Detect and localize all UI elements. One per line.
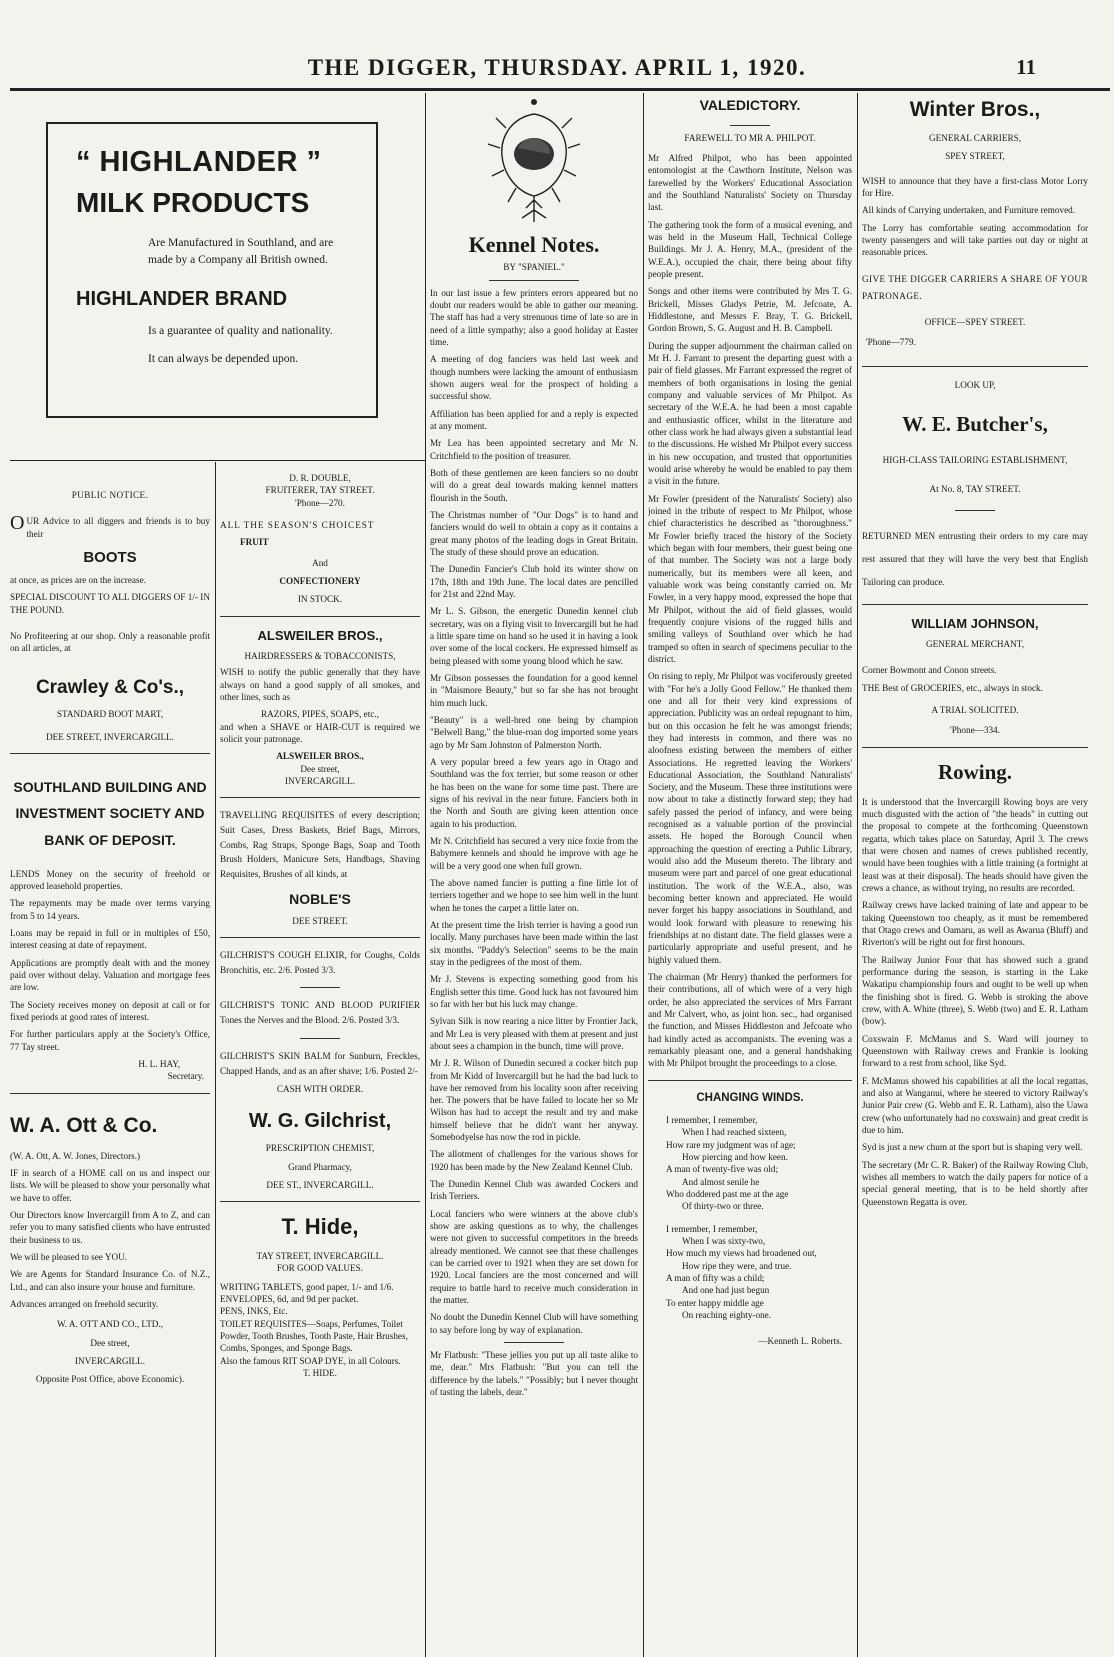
kennel-para: Sylvan Silk is now rearing a nice litter by Frontier Jack, and Mr Lea is very pleased with them at present and just about sees a champion in the bunch, time will prove. bbox=[430, 1016, 638, 1051]
double-stock: IN STOCK. bbox=[297, 594, 343, 605]
poem-line: To enter happy middle age bbox=[666, 1297, 764, 1308]
column-rule bbox=[643, 93, 644, 1657]
double-body: ALL THE SEASON'S CHOICEST bbox=[220, 519, 375, 530]
kennel-para: Mr L. S. Gibson, the energetic Dunedin kennel club secretary, was on a flying visit to Invercargill but he had a little spare time on hand so he used it in having a look over some of the local cockers. He expressed himself as being pleased with some young blood which he saw. bbox=[430, 606, 638, 666]
johnson-body: THE Best of GROCERIES, etc., always in stock. bbox=[862, 682, 1043, 693]
kennel-para: Mr Flatbush: "These jellies you put up all taste alike to me, dear." Mrs Flatbush: "But you can tell the difference by the labels." "Possibly; but I never thought of tasting the labels, dear." bbox=[430, 1350, 638, 1398]
poem-line: How much my views had broadened out, bbox=[666, 1248, 817, 1259]
kennel-title: Kennel Notes. bbox=[468, 232, 600, 257]
profiteering-text: No Profiteering at our shop. Only a reasonable profit on all articles, at bbox=[10, 631, 210, 654]
alsweiler-body: WISH to notify the public generally that they have always on hand a good supply of all smokes, and other lines, such as bbox=[220, 667, 420, 703]
sbis-signature-role: Secretary. bbox=[167, 1071, 204, 1082]
double-confectionery: CONFECTIONERY bbox=[279, 575, 361, 586]
gilchrist-sub: PRESCRIPTION CHEMIST, bbox=[265, 1143, 375, 1154]
poem-line: Of thirty-two or three. bbox=[682, 1201, 764, 1212]
column-rule bbox=[857, 93, 858, 1657]
winter-sub: GENERAL CARRIERS, bbox=[928, 133, 1022, 144]
masthead bbox=[0, 0, 1114, 92]
valedictory-para: Mr Alfred Philpot, who has been appointed entomologist at the Cawthorn Institute, Nelson was farewelled by the Workers' Educational Association and the Southland Naturalists' Society on Thursday last. bbox=[648, 153, 852, 213]
column-rule bbox=[215, 462, 216, 1657]
double-sub: FRUITERER, TAY STREET. bbox=[265, 485, 375, 496]
rowing-para: Railway crews have lacked training of late and appear to be taking Queenstown too cheaply, as it must be remembered that Otago crews and Oamaru, as well as Awarua (Bluff) and Riverton's will be right out for first honours. bbox=[862, 900, 1088, 948]
butcher-sub: HIGH-CLASS TAILORING ESTABLISHMENT, bbox=[882, 454, 1068, 465]
kennel-para: The Dunedin Kennel Club was awarded Cockers and Irish Terriers. bbox=[430, 1179, 638, 1202]
gilchrist-cough: GILCHRIST'S COUGH ELIXIR, for Coughs, Colds Bronchitis, etc. 2/6. Posted 3/3. bbox=[220, 949, 420, 975]
sbis-p2: The repayments may be made over terms varying from 5 to 14 years. bbox=[10, 898, 210, 921]
butcher-body: RETURNED MEN entrusting their orders to my care may rest assured that they will have the very best that English Tailoring can produce. bbox=[862, 530, 1088, 587]
public-notice-title: PUBLIC NOTICE. bbox=[71, 490, 149, 500]
highlander-ad bbox=[46, 122, 378, 418]
kennel-para: "Beauty" is a well-bred one being by champion "Belwell Bang," the blue-roan dog imported some years ago by Mr Sam Johnston of Palmerston North. bbox=[430, 714, 638, 750]
nobles-title: NOBLE'S bbox=[289, 890, 351, 907]
ott-p4: We are Agents for Standard Insurance Co. of N.Z., Ltd., and can also insure your house and furniture. bbox=[10, 1269, 210, 1292]
valedictory-para: Mr Fowler (president of the Naturalists' Society) also joined in the tribute of respect to Mr Philpot, whose chief characteristics he described as "thoroughness." Mr Fowler briefly traced the history of the Society which began with four members, their guest being one of that number. The Society was not a large body numerically, but its members were all keen, and valuable work was being constantly carried on. Mr Fowler, in a very happy mood, expressed the hope that Mr Philpot, without the aid of field glasses, would frequently conjure visions of the rugged hills and smiling valleys of Southland over which he had tramped so often in search of specimens peculiar to the district. bbox=[648, 493, 852, 664]
butcher-address: At No. 8, TAY STREET. bbox=[929, 484, 1021, 495]
double-title: D. R. DOUBLE, bbox=[289, 473, 351, 483]
kennel-para: No doubt the Dunedin Kennel Club will have something to say before long by way of explanation. bbox=[430, 1312, 638, 1335]
gilchrist-cash: CASH WITH ORDER. bbox=[276, 1084, 364, 1095]
rowing-para: Syd is just a new chum at the sport but is shaping very well. bbox=[862, 1142, 1083, 1153]
butcher-look: LOOK UP, bbox=[954, 380, 996, 391]
alsweiler-sub: HAIRDRESSERS & TOBACCONISTS, bbox=[244, 651, 396, 662]
kennel-para: A meeting of dog fanciers was held last week and though numbers were lacking the amount of enthusiasm shown augers weal for the prospect of holding a successful show. bbox=[430, 354, 638, 402]
poem-line: A man of twenty-five was old; bbox=[666, 1164, 779, 1175]
rowing-para: The Railway Junior Four that has showed such a grand performance during the season, is starting in the Lake Wakatipu championship fours and ought to be well up when the finishing shot is fired. G. Webb is stroking the above crew, with A. White (three), S. Webb (two) and E. R. Latham (bow). bbox=[862, 954, 1088, 1027]
column-4 bbox=[648, 96, 852, 1655]
valedictory-para: On rising to reply, Mr Philpot was vociferously greeted with "For he's a Jolly Good Fellow." He thanked them one and all for their very kind expressions of appreciation. Publicity was an ordeal repugnant to him, but on this occasion he felt he was amongst friends; they had interests in common, and there was no aloofness existing between the members of either Associations. He regretted leaving the Workers' Educational Association, the Southland Naturalists' Society, and the Museum. These three institutions were now about to take a distinctly forward step; they had safely passed the period of infancy, and were being recognised as a valuable portion of the provincial assets. He hoped the Borough Council when approaching the question of erecting a Public Library, would also add the Museum thereto. The library and museum were part and parcel of one great educational institution. The work of the W.E.A., also, was becoming better known and appreciated. He would never forget his happy associations in Southland, and would look forward with pleasure to renewing his friendships at no distant date. The field glasses were a particularly appropriate and useful present, and he highly valued them. bbox=[648, 671, 852, 965]
hide-p2: ENVELOPES, 6d, and 9d per packet. bbox=[220, 1293, 359, 1304]
nobles-address: DEE STREET. bbox=[292, 915, 348, 926]
valedictory-sub: FAREWELL TO MR A. PHILPOT. bbox=[684, 132, 816, 143]
page-number: 11 bbox=[1016, 55, 1036, 79]
valedictory-title: VALEDICTORY. bbox=[699, 97, 801, 113]
highlander-title-2: MILK PRODUCTS bbox=[76, 187, 310, 218]
kennel-para: The allotment of challenges for the various shows for 1920 has been made by the New Zealand Kennel Club. bbox=[430, 1149, 638, 1172]
drop-cap: O bbox=[10, 512, 25, 535]
advice-text: UR Advice to all diggers and friends is to buy their bbox=[26, 516, 210, 539]
hide-sub: TAY STREET, INVERCARGILL. bbox=[256, 1250, 384, 1261]
masthead-title: THE DIGGER, THURSDAY. APRIL 1, 1920. bbox=[307, 55, 807, 80]
poem-line: When I had reached sixteen, bbox=[682, 1127, 787, 1138]
poem-line: How rare my judgment was of age; bbox=[666, 1139, 796, 1150]
boots-body: at once, as prices are on the increase. bbox=[10, 575, 146, 586]
sbis-p5: The Society receives money on deposit at call or for fixed periods at good rates of interest. bbox=[10, 999, 210, 1022]
kennel-para: Affiliation has been applied for and a reply is expected at any moment. bbox=[430, 408, 638, 432]
ott-p1: IF in search of a HOME call on us and inspect our lists. We will be pleased to show your personally what we have to offer. bbox=[10, 1167, 210, 1203]
kennel-para: The above named fancier is putting a fine little lot of terriers together and we hope to see him well in the hunt when he tones the carpet a little later on. bbox=[430, 877, 638, 913]
crawley-title: Crawley & Co's., bbox=[35, 676, 185, 698]
valedictory-para: The gathering took the form of a musical evening, and was held in the Museum Hall, Technical College Buildings. Mr J. A. Henry, M.A., (president of the W.E.A.), occupied the chair, there being about fifty people present. bbox=[648, 219, 852, 280]
poem-line: I remember, I remember, bbox=[666, 1223, 758, 1234]
column-rule bbox=[425, 93, 426, 1657]
kennel-para: A very popular breed a few years ago in Otago and Southland was the fox terrier, but some reason or other he has been on the wane for some time past. There are signs of his revival in the near future. Fanciers both in the North and South are giving keen attention once again to his production. bbox=[430, 756, 638, 829]
alsweiler-addr-2: INVERCARGILL. bbox=[284, 775, 356, 786]
poem-gap bbox=[666, 1213, 852, 1223]
kennel-para: The Dunedin Fancier's Club hold its winter show on 17th, 18th and 19th June. The local dates are pencilled for 21st and 22nd May. bbox=[430, 564, 638, 600]
alsweiler-body-2: and when a SHAVE or HAIR-CUT is required we solicit your patronage. bbox=[220, 721, 420, 744]
kennel-para: Mr Gibson possesses the foundation for a good kennel in "Maismore Beauty," but so far she has not brought him much luck. bbox=[430, 672, 638, 708]
kennel-emblem bbox=[482, 96, 586, 226]
hide-p1: WRITING TABLETS, good paper, 1/- and 1/6. bbox=[220, 1281, 394, 1292]
kennel-para: Mr J. Stevens is expecting something good from his English setter this time. Good luck has not favoured him so far with her but his luck may change. bbox=[430, 974, 638, 1009]
ott-firm: W. A. OTT AND CO., LTD., bbox=[56, 1319, 164, 1330]
winter-office: OFFICE—SPEY STREET. bbox=[924, 316, 1026, 327]
poem-line: How ripe they were, and true. bbox=[682, 1260, 792, 1271]
double-fruit: FRUIT bbox=[240, 537, 269, 548]
kennel-para: The Christmas number of "Our Dogs" is to hand and fanciers would do well to obtain a copy as it contains a great many photos of the leading dogs in Great Britain. The study of these should prove an education. bbox=[430, 510, 638, 558]
gilchrist-sub-2: Grand Pharmacy, bbox=[288, 1161, 352, 1172]
rowing-para: F. McManus showed his capabilities at all the local regattas, and also at Wanganui, where he steered to victory Railway's Junior Pair crew (G. Webb and E. R. Latham), also the Uawa crew (who unfortunately had no coxswain) and great credit is due to him. bbox=[862, 1075, 1088, 1136]
highlander-body-3: It can always be depended upon. bbox=[148, 352, 299, 365]
sbis-p1: LENDS Money on the security of freehold or approved leasehold properties. bbox=[10, 868, 210, 891]
johnson-title: WILLIAM JOHNSON, bbox=[911, 615, 1039, 631]
hide-p5: Also the famous RIT SOAP DYE, in all Colours. bbox=[220, 1355, 401, 1366]
hide-title: T. Hide, bbox=[281, 1214, 359, 1240]
poem-line: I remember, I remember, bbox=[666, 1115, 758, 1126]
ott-addr-1: Dee street, bbox=[90, 1337, 130, 1348]
highlander-brand: HIGHLANDER BRAND bbox=[76, 288, 288, 311]
sbis-signature: H. L. HAY, bbox=[138, 1058, 180, 1069]
sbis-p6: For further particulars apply at the Society's Office, 77 Tay street. bbox=[10, 1029, 210, 1052]
johnson-trial: A TRIAL SOLICITED. bbox=[931, 705, 1019, 716]
crawley-sub: STANDARD BOOT MART, bbox=[56, 709, 164, 720]
column-3 bbox=[430, 96, 638, 1655]
winter-p3: The Lorry has comfortable seating accommodation for twenty passengers and will take parties out day or night at reasonable prices. bbox=[862, 222, 1088, 258]
kennel-para: Mr N. Critchfield has secured a very nice foxie from the Babymere kennels and should he improve with age he will be a very good one when full grown. bbox=[430, 835, 638, 871]
section-rule bbox=[10, 460, 425, 461]
rowing-para: Coxswain F. McManus and S. Ward will journey to Queenstown with Railway crews and Frankie is looking forward to a rest from school, like Syd. bbox=[862, 1033, 1088, 1069]
kennel-para: Local fanciers who were winners at the above club's show are asking questions as to why, the challenges were not given to successful competitors in the breeds already mentioned. We cannot see that these challenges can be carried over to 1921 when they are set down for 1920. Local fanciers are the most concerned and will require to battle hard to receive much consideration in the matter. bbox=[430, 1208, 638, 1306]
johnson-phone: 'Phone—334. bbox=[950, 725, 1000, 736]
column-1 bbox=[10, 485, 210, 1655]
crawley-address: DEE STREET, INVERCARGILL. bbox=[46, 731, 174, 742]
ott-p5: Advances arranged on freehold security. bbox=[10, 1298, 159, 1309]
johnson-sub: GENERAL MERCHANT, bbox=[926, 639, 1024, 650]
winter-p4: GIVE THE DIGGER CARRIERS A SHARE OF YOUR PATRONAGE. bbox=[862, 273, 1088, 302]
sbis-p4: Applications are promptly dealt with and the money paid over without delay. Valuation and mortgage fees are low. bbox=[10, 957, 210, 993]
rowing-para: It is understood that the Invercargill Rowing boys are very much disgusted with the action of "the heads" in cutting out the proposal to compete at the forthcoming Queenstown regatta, which takes place on Saturday, April 3. The crews that were chosen and names of crews published recently, would have been toughies with a little training (a fortnight at least was at their disposal). The heads should have given the crews a chance, as without trying, no results are recorded. bbox=[862, 796, 1088, 894]
kennel-para: At the present time the Irish terrier is having a good run locally. Many purchases have been made within the last six months. "Paddy's Selection" seems to be the main stay in the pedigrees of the most of them. bbox=[430, 919, 638, 967]
double-and: And bbox=[312, 557, 328, 568]
ott-addr-2: INVERCARGILL. bbox=[74, 1355, 146, 1366]
travel-body: TRAVELLING REQUISITES of every description; Suit Cases, Dress Baskets, Brief Bags, Mirrors, Combs, Rag Straps, Sponge Bags, Soap and Tooth Brush Holders, Manicure Sets, Handbags, Shaving Requisites, Brushes of all kinds, at bbox=[220, 810, 420, 880]
kennel-para: In our last issue a few printers errors appeared but no doubt our readers would be able to gather our meaning. The staff has had a very strenuous time of late so are in need of a little sympathy; also a good holiday at Easter time. bbox=[430, 287, 638, 348]
poem bbox=[666, 1114, 852, 1321]
gilchrist-address: DEE ST., INVERCARGILL. bbox=[266, 1180, 374, 1191]
poem-title: CHANGING WINDS. bbox=[696, 1091, 804, 1104]
winter-title: Winter Bros., bbox=[909, 98, 1041, 121]
poem-line: And almost senile he bbox=[682, 1176, 760, 1187]
poem-line: And one had just begun bbox=[682, 1285, 770, 1296]
winter-p1: WISH to announce that they have a first-class Motor Lorry for Hire. bbox=[862, 175, 1088, 199]
double-phone: 'Phone—270. bbox=[295, 497, 345, 508]
poem-line: On reaching eighty-one. bbox=[682, 1310, 772, 1321]
alsweiler-addr-1: Dee street, bbox=[300, 763, 340, 774]
winter-address: SPEY STREET, bbox=[945, 151, 1005, 162]
hide-p3: PENS, INKS, Etc. bbox=[220, 1306, 288, 1317]
valedictory-para: Songs and other items were contributed by Mrs T. G. Brickell, Misses Gladys Petrie, M. Jefcoate, A. Hiddlestone, and Messrs F. Bray, T. G. Brickell, Gordon Brown, S. G. August and H. B. Campbell. bbox=[648, 286, 852, 334]
kennel-para: Mr Lea has been appointed secretary and Mr N. Critchfield to the position of treasurer. bbox=[430, 438, 638, 461]
alsweiler-sign: ALSWEILER BROS., bbox=[276, 751, 364, 762]
ott-title: W. A. Ott & Co. bbox=[10, 1113, 158, 1137]
masthead-rule bbox=[10, 88, 1110, 91]
hide-sub-2: FOR GOOD VALUES. bbox=[276, 1263, 364, 1274]
ott-opposite: Opposite Post Office, above Economic). bbox=[35, 1374, 185, 1385]
valedictory-para: During the supper adjournment the chairman called on Mr H. J. Farrant to present the departing guest with a pair of field glasses. Mr Farrant expressed the regret of members of both organisations in losing the genial company and valuable services of Mr Philpot. As secretary of the W.E.A. he had been a most capable and enthusiastic officer, whilst in the literature and other class work he had always given a substantial lead to the discussions. He wished Mr Philpot every success in his new occupation, and trusted that opportunities would arise whereby he would be enabled to pay them a visit in the future. bbox=[648, 340, 852, 487]
kennel-para: Both of these gentlemen are keen fanciers so no doubt will do a great deal towards making kennel matters flourish in the South. bbox=[430, 468, 638, 503]
gilchrist-balm: GILCHRIST'S SKIN BALM for Sunburn, Freckles, Chapped Hands, and as an after shave; 1/6. Posted 2/- bbox=[220, 1050, 420, 1076]
gilchrist-tonic: GILCHRIST'S TONIC AND BLOOD PURIFIER Tones the Nerves and the Blood. 2/6. Posted 3/3. bbox=[220, 1000, 420, 1026]
johnson-address: Corner Bowmont and Conon streets. bbox=[862, 665, 997, 676]
poem-line: A man of fifty was a child; bbox=[666, 1273, 765, 1284]
kennel-byline: BY "SPANIEL." bbox=[503, 262, 565, 273]
hide-p4: TOILET REQUISITES—Soaps, Perfumes, Toilet Powder, Tooth Brushes, Tooth Paste, Hair Brushes, Combs, Sponges, and Sponge Bags. bbox=[220, 1318, 408, 1354]
ott-p3: We will be pleased to see YOU. bbox=[10, 1251, 128, 1262]
kennel-para: Mr J. R. Wilson of Dunedin secured a cocker bitch pup from Mr Kidd of Invercargill but he had the bad luck to have her removed from his locality soon after receiving her. The powers that be have failed to locate her so Mr Wilson has had to accept the result and try and make himself believe that he didn't want her anyway. Somebodyelse has now the rod in pickle. bbox=[430, 1058, 638, 1143]
poem-author: —Kenneth L. Roberts. bbox=[758, 1336, 842, 1347]
alsweiler-list: RAZORS, PIPES, SOAPS, etc., bbox=[261, 709, 379, 720]
sbis-title: SOUTHLAND BUILDING AND INVESTMENT SOCIETY AND BANK OF DEPOSIT. bbox=[13, 778, 207, 849]
butcher-title: W. E. Butcher's, bbox=[902, 411, 1048, 436]
highlander-title-1: “ HIGHLANDER ” bbox=[76, 146, 322, 178]
discount-text: SPECIAL DISCOUNT TO ALL DIGGERS OF 1/- IN THE POUND. bbox=[10, 592, 210, 615]
ott-directors: (W. A. Ott, A. W. Jones, Directors.) bbox=[10, 1150, 141, 1161]
column-5 bbox=[862, 96, 1088, 1655]
sbis-p3: Loans may be repaid in full or in multiples of £50, interest ceasing at date of repayment. bbox=[10, 927, 210, 951]
hide-sign: T. HIDE. bbox=[303, 1367, 337, 1378]
column-2 bbox=[220, 472, 420, 1655]
alsweiler-title: ALSWEILER BROS., bbox=[257, 627, 383, 643]
poem-line: When I was sixty-two, bbox=[682, 1236, 766, 1247]
valedictory-para: The chairman (Mr Henry) thanked the performers for their contributions, all of which were of a very high order, he also appreciated the services of Mrs Farrant and Mr Calvert, who, as joint hon. sec., had organised the function, and Misses Hiddleston and Jefcoate who had kindly acted as accompanists. The evening was a remarkably pleasant one, and a general handshaking with Mr Philpot brought the proceedings to a close. bbox=[648, 972, 852, 1069]
winter-phone: 'Phone—779. bbox=[866, 337, 916, 348]
gilchrist-title: W. G. Gilchrist, bbox=[248, 1109, 392, 1132]
highlander-body-1: Are Manufactured in Southland, and are made by a Company all British owned. bbox=[148, 237, 334, 266]
poem-line: Who doddered past me at the age bbox=[666, 1189, 789, 1200]
highlander-body-2: Is a guarantee of quality and nationality. bbox=[148, 325, 333, 338]
poem-line: How piercing and how keen. bbox=[682, 1152, 788, 1163]
ott-p2: Our Directors know Invercargill from A to Z, and can refer you to many satisfied clients who have entrusted their business to us. bbox=[10, 1209, 210, 1245]
rowing-para: The secretary (Mr C. R. Baker) of the Railway Rowing Club, wishes all members to watch the daily papers for notice of a special general meeting, that is to be held shortly after Queenstown Regatta is over. bbox=[862, 1159, 1088, 1207]
winter-p2: All kinds of Carrying undertaken, and Furniture removed. bbox=[862, 205, 1076, 216]
boots-heading: BOOTS bbox=[83, 548, 137, 566]
rowing-title: Rowing. bbox=[937, 759, 1013, 784]
